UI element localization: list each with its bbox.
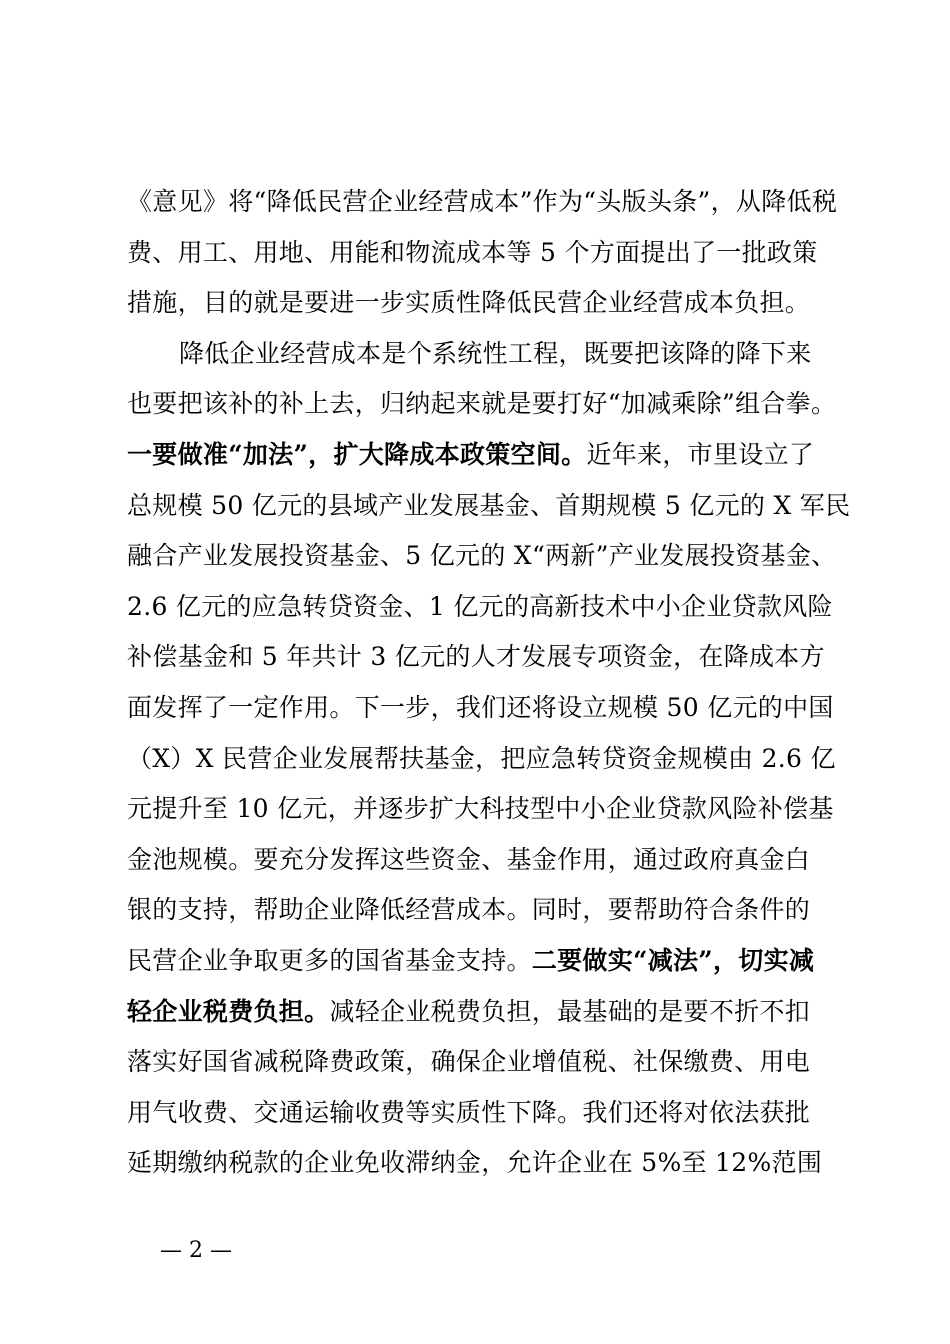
- text-line: [127, 329, 837, 380]
- text-segment: 减轻企业税费负担，最基础的是要不折不扣: [329, 996, 811, 1026]
- bold-heading-segment: 轻企业税费负担。: [127, 996, 330, 1026]
- text-line: [127, 531, 837, 582]
- text-line: [127, 278, 837, 329]
- text-line: [127, 987, 837, 1038]
- page-number: — 2 —: [160, 1238, 232, 1263]
- bold-heading-segment: 二要做实“减法”，切实减: [531, 945, 815, 975]
- text-line: [127, 228, 837, 279]
- text-segment: 元提升至 10 亿元，并逐步扩大科技型中小企业贷款风险补偿基: [127, 794, 834, 824]
- text-line: [127, 885, 837, 936]
- text-segment: 金池规模。要充分发挥这些资金、基金作用，通过政府真金白: [127, 844, 811, 874]
- text-segment: 2.6 亿元的应急转贷资金、1 亿元的高新技术中小企业贷款风险: [127, 591, 833, 621]
- text-segment: 《意见》将“降低民营企业经营成本”作为“头版头条”，从降低税: [127, 187, 838, 216]
- text-segment: 总规模 50 亿元的县域产业发展基金、首期规模 5 亿元的 X 军民: [127, 490, 851, 520]
- text-line: [127, 481, 851, 532]
- text-segment: 落实好国省减税降费政策，确保企业增值税、社保缴费、用电: [127, 1047, 811, 1077]
- text-segment: 融合产业发展投资基金、5 亿元的 X“两新”产业发展投资基金、: [127, 541, 837, 571]
- text-segment: 措施，目的就是要进一步实质性降低民营企业经营成本负担。: [127, 288, 811, 318]
- text-segment: 近年来，市里设立了: [586, 439, 815, 469]
- text-segment: 也要把该补的补上去，归纳起来就是要打好“加减乘除”组合拳。: [127, 389, 837, 419]
- text-line: [127, 683, 837, 734]
- text-line: [127, 734, 837, 785]
- text-segment: 银的支持，帮助企业降低经营成本。同时，要帮助符合条件的: [127, 895, 811, 925]
- text-line: [127, 379, 837, 430]
- text-line: [127, 177, 837, 228]
- text-segment: 用气收费、交通运输收费等实质性下降。我们还将对依法获批: [127, 1097, 811, 1127]
- text-segment: （X）X 民营企业发展帮扶基金，把应急转贷资金规模由 2.6 亿: [127, 743, 836, 773]
- text-segment: 民营企业争取更多的国省基金支持。: [127, 945, 532, 975]
- text-line: [127, 784, 837, 835]
- text-segment: 面发挥了一定作用。下一步，我们还将设立规模 50 亿元的中国: [127, 692, 834, 722]
- text-line: [127, 1088, 837, 1139]
- text-segment: 降低企业经营成本是个系统性工程，既要把该降的降下来: [179, 338, 812, 368]
- text-segment: 延期缴纳税款的企业免收滞纳金，允许企业在 5%至 12%范围: [127, 1148, 823, 1178]
- text-line: [127, 430, 837, 481]
- text-line: [127, 835, 837, 886]
- text-segment: 补偿基金和 5 年共计 3 亿元的人才发展专项资金，在降成本方: [127, 642, 825, 672]
- text-line: [127, 1138, 837, 1189]
- bold-heading-segment: 一要做准“加法”，扩大降成本政策空间。: [127, 439, 587, 469]
- text-line: [127, 632, 837, 683]
- text-line: [127, 936, 837, 987]
- document-body: [127, 177, 851, 1189]
- text-segment: 费、用工、用地、用能和物流成本等 5 个方面提出了一批政策: [127, 237, 818, 267]
- text-line: [127, 582, 837, 633]
- text-line: [127, 1037, 837, 1088]
